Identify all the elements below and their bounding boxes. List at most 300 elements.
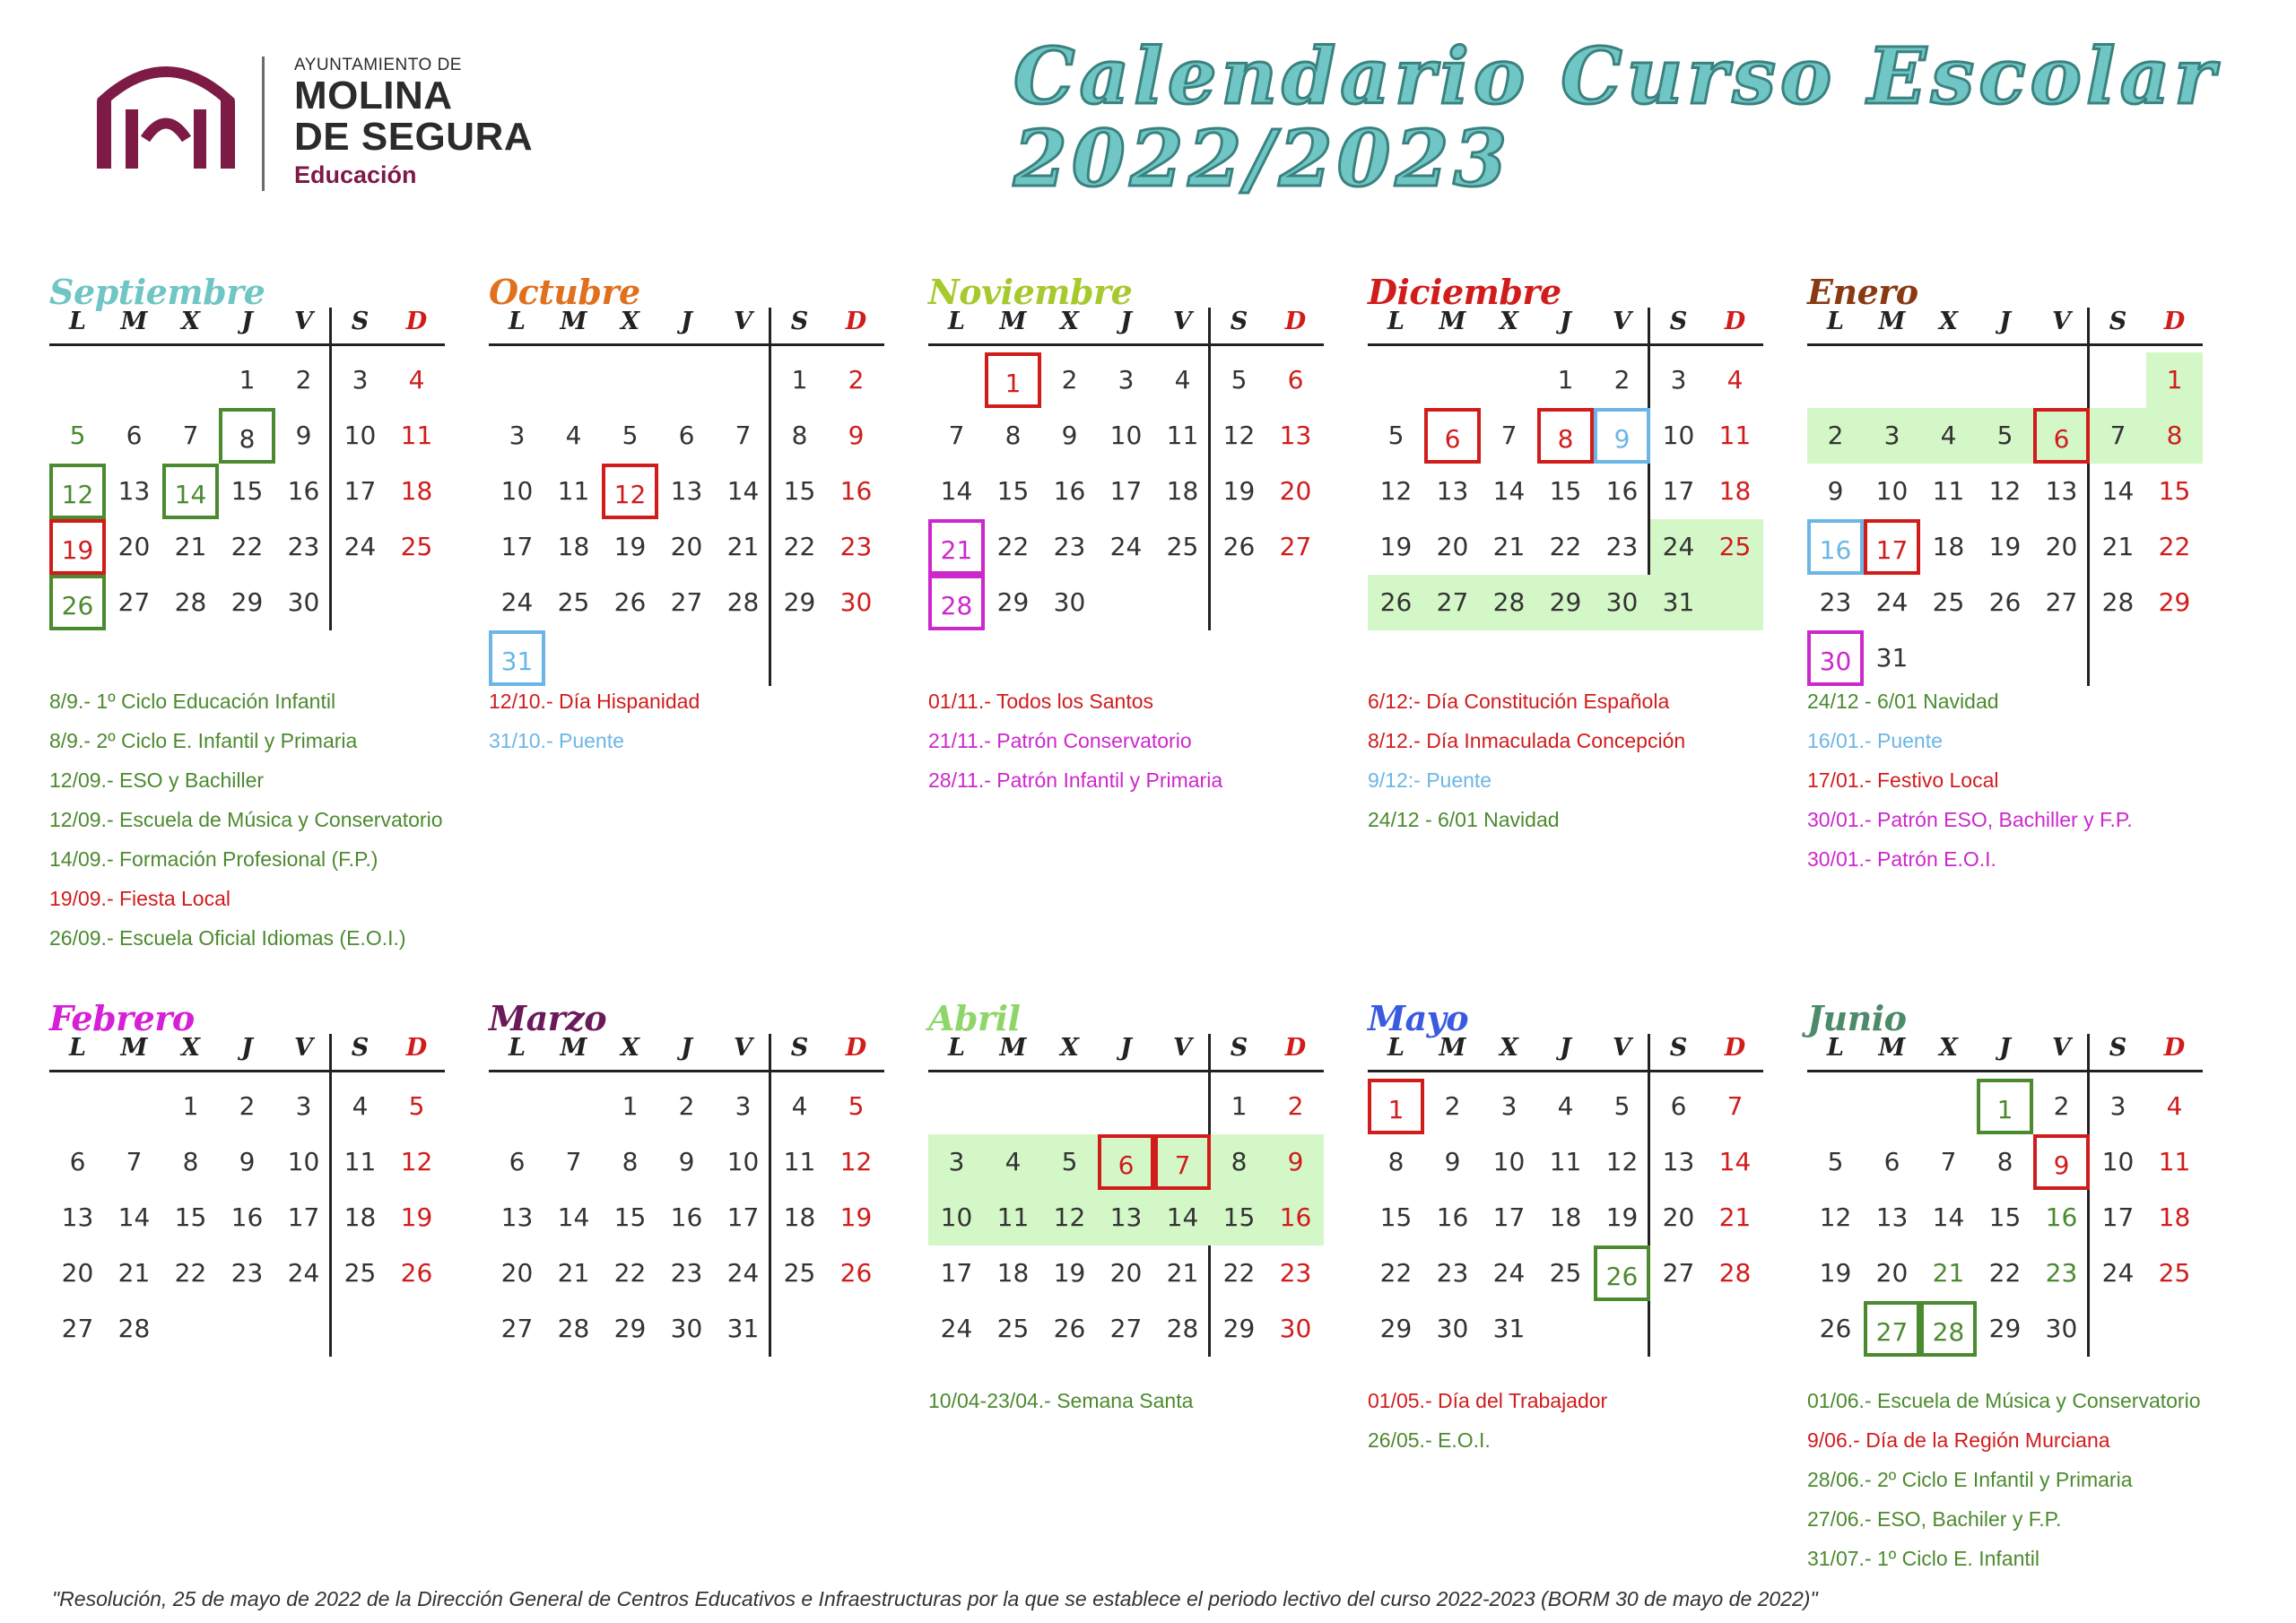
day-cell: 10 [1109, 421, 1143, 450]
title-line-2: 2022/2023 [1013, 114, 1512, 204]
weekday-header: X [621, 1034, 639, 1062]
day-cell: 15 [613, 1202, 647, 1232]
day-cell: 27 [117, 587, 151, 617]
note-line: 8/12.- Día Inmaculada Concepción [1368, 729, 1686, 752]
day-cell: 19 [49, 519, 106, 575]
weekday-header: L [948, 1034, 965, 1062]
day-cell: 6 [1424, 408, 1481, 464]
day-cell: 28 [1481, 575, 1537, 630]
shaded-empty-cell [1707, 575, 1763, 630]
logo-line-1: AYUNTAMIENTO DE [294, 56, 462, 74]
day-cell: 24 [940, 1314, 973, 1343]
weekday-header: X [1500, 308, 1518, 335]
weekday-header: S [790, 1034, 809, 1062]
weekday-header: V [1613, 1034, 1631, 1062]
day-cell: 4 [1920, 408, 1977, 464]
day-cell: 18 [783, 1202, 816, 1232]
day-cell: 4 [1174, 365, 1191, 395]
note-line: 9/06.- Día de la Región Murciana [1807, 1428, 2110, 1452]
day-cell: 3 [1670, 365, 1687, 395]
day-cell: 7 [565, 1147, 582, 1176]
day-cell: 8 [219, 408, 275, 464]
day-cell: 31 [1875, 643, 1909, 673]
day-cell: 16 [1267, 1190, 1324, 1245]
day-cell: 3 [295, 1091, 312, 1121]
day-cell: 10 [1875, 476, 1909, 506]
day-cell: 19 [613, 532, 647, 561]
weekday-header: J [241, 308, 253, 335]
weekday-header: V [294, 308, 313, 335]
day-cell: 2 [1444, 1091, 1461, 1121]
day-cell: 1 [791, 365, 808, 395]
month-notes [928, 681, 1222, 800]
day-cell: 1 [1368, 1079, 1424, 1134]
weekday-header: M [560, 1034, 587, 1062]
day-cell: 29 [613, 1314, 647, 1343]
weekday-header: D [405, 308, 428, 335]
day-cell: 19 [400, 1202, 433, 1232]
day-cell: 13 [61, 1202, 94, 1232]
day-cell: 11 [400, 421, 433, 450]
day-cell: 16 [839, 476, 873, 506]
arch-emblem-icon [90, 54, 242, 170]
day-cell: 20 [61, 1258, 94, 1288]
day-cell: 11 [1549, 1147, 1582, 1176]
weekday-header: D [1724, 308, 1746, 335]
day-cell: 16 [287, 476, 320, 506]
month-name: Abril [928, 998, 1021, 1038]
logo [90, 54, 556, 197]
day-cell: 9 [2033, 1134, 2090, 1190]
day-cell: 21 [117, 1258, 151, 1288]
weekday-header: D [405, 1034, 428, 1062]
day-cell: 27 [670, 587, 703, 617]
day-cell: 11 [1166, 421, 1199, 450]
day-cell: 17 [726, 1202, 760, 1232]
day-cell: 17 [344, 476, 377, 506]
day-cell: 25 [783, 1258, 816, 1288]
day-cell: 28 [2101, 587, 2135, 617]
weekday-header: J [241, 1034, 253, 1062]
day-cell: 15 [1379, 1202, 1413, 1232]
month-notes [1368, 681, 1685, 839]
weekday-header: V [734, 308, 752, 335]
day-cell: 9 [1267, 1134, 1324, 1190]
logo-line-2: MOLINA [294, 74, 453, 117]
day-cell: 2 [678, 1091, 695, 1121]
day-cell: 29 [783, 587, 816, 617]
weekday-header: L [1827, 308, 1844, 335]
weekday-header: S [2109, 308, 2127, 335]
day-cell: 14 [1932, 1202, 1965, 1232]
day-cell: 6 [1883, 1147, 1900, 1176]
weekday-header: M [1878, 1034, 1906, 1062]
weekday-header: S [2109, 1034, 2127, 1062]
day-cell: 28 [117, 1314, 151, 1343]
weekday-header: L [69, 308, 86, 335]
day-cell: 17 [1492, 1202, 1526, 1232]
weekday-header: J [1999, 308, 2011, 335]
day-cell: 13 [500, 1202, 534, 1232]
day-cell: 26 [1222, 532, 1256, 561]
day-cell: 17 [2101, 1202, 2135, 1232]
day-cell: 26 [1819, 1314, 1852, 1343]
note-line: 9/12:- Puente [1368, 768, 1492, 792]
day-cell: 25 [1166, 532, 1199, 561]
day-cell: 7 [735, 421, 752, 450]
day-cell: 10 [1662, 421, 1695, 450]
day-cell: 27 [1662, 1258, 1695, 1288]
day-cell: 15 [2158, 476, 2191, 506]
day-cell: 24 [726, 1258, 760, 1288]
month-name: Enero [1807, 272, 1918, 312]
day-cell: 22 [174, 1258, 207, 1288]
weekday-header: X [1500, 1034, 1518, 1062]
day-cell: 5 [1041, 1134, 1098, 1190]
day-cell: 6 [69, 1147, 86, 1176]
day-cell: 5 [1231, 365, 1248, 395]
day-cell: 27 [2045, 587, 2078, 617]
month-notes [489, 681, 700, 760]
day-cell: 30 [2045, 1314, 2078, 1343]
day-cell: 21 [726, 532, 760, 561]
note-line: 19/09.- Fiesta Local [49, 887, 231, 910]
day-cell: 22 [1222, 1258, 1256, 1288]
day-cell: 9 [295, 421, 312, 450]
day-cell: 30 [1594, 575, 1650, 630]
day-cell: 24 [500, 587, 534, 617]
day-cell: 31 [489, 630, 545, 686]
day-cell: 25 [1549, 1258, 1582, 1288]
day-cell: 6 [1670, 1091, 1687, 1121]
day-cell: 20 [1109, 1258, 1143, 1288]
day-cell: 18 [1166, 476, 1199, 506]
month-notes [1807, 1381, 2201, 1578]
day-cell: 30 [1053, 587, 1086, 617]
day-cell: 17 [1109, 476, 1143, 506]
weekday-header: L [1387, 1034, 1405, 1062]
day-cell: 6 [678, 421, 695, 450]
note-line: 01/06.- Escuela de Música y Conservatorio [1807, 1389, 2201, 1412]
day-cell: 2 [1613, 365, 1631, 395]
day-cell: 25 [400, 532, 433, 561]
header-rule [1807, 343, 2203, 346]
weekday-header: D [1284, 308, 1307, 335]
day-cell: 6 [2033, 408, 2090, 464]
day-cell: 13 [670, 476, 703, 506]
day-cell: 16 [1053, 476, 1086, 506]
day-cell: 12 [1041, 1190, 1098, 1245]
header-rule [49, 1070, 445, 1072]
day-cell: 6 [126, 421, 143, 450]
logo-divider [262, 56, 265, 191]
weekday-header: M [1439, 1034, 1466, 1062]
day-cell: 13 [1662, 1147, 1695, 1176]
day-cell: 2 [239, 1091, 256, 1121]
footer-note: "Resolución, 25 de mayo de 2022 de la Dirección General de Centros Educativos e Infraestructuras por la que se establece el periodo lectivo del curso 2022-2023 (BORM 30 de mayo de 2022)" [52, 1587, 1818, 1610]
weekday-header: X [621, 308, 639, 335]
day-cell: 15 [783, 476, 816, 506]
note-line: 14/09.- Formación Profesional (F.P.) [49, 847, 378, 871]
day-cell: 2 [1061, 365, 1078, 395]
note-line: 31/07.- 1º Ciclo E. Infantil [1807, 1547, 2039, 1570]
weekday-header: S [790, 308, 809, 335]
day-cell: 8 [622, 1147, 639, 1176]
day-cell: 21 [1166, 1258, 1199, 1288]
day-cell: 8 [1996, 1147, 2013, 1176]
day-cell: 18 [1932, 532, 1965, 561]
day-cell: 11 [557, 476, 590, 506]
weekday-header: X [1060, 1034, 1079, 1062]
day-cell: 7 [1500, 421, 1518, 450]
day-cell: 3 [735, 1091, 752, 1121]
day-cell: 5 [1977, 408, 2033, 464]
weekday-header: J [1560, 1034, 1571, 1062]
day-cell: 30 [670, 1314, 703, 1343]
day-cell: 1 [2146, 352, 2203, 408]
day-cell: 12 [1819, 1202, 1852, 1232]
note-line: 12/09.- ESO y Bachiller [49, 768, 265, 792]
day-cell: 5 [1613, 1091, 1631, 1121]
weekday-header: M [1439, 308, 1466, 335]
day-cell: 18 [1718, 476, 1752, 506]
logo-text [294, 56, 533, 189]
day-cell: 25 [557, 587, 590, 617]
month-name: Marzo [489, 998, 607, 1038]
day-cell: 18 [2158, 1202, 2191, 1232]
day-cell: 26 [613, 587, 647, 617]
day-cell: 28 [726, 587, 760, 617]
weekday-header: S [1669, 308, 1688, 335]
note-line: 16/01.- Puente [1807, 729, 1943, 752]
note-line: 30/01.- Patrón ESO, Bachiller y F.P. [1807, 808, 2133, 831]
day-cell: 24 [2101, 1258, 2135, 1288]
day-cell: 16 [1605, 476, 1639, 506]
day-cell: 7 [1154, 1134, 1211, 1190]
weekday-header: X [1939, 1034, 1958, 1062]
day-cell: 6 [1098, 1134, 1154, 1190]
day-cell: 29 [1988, 1314, 2022, 1343]
weekday-header: X [181, 1034, 200, 1062]
day-cell: 30 [1807, 630, 1864, 686]
day-cell: 20 [670, 532, 703, 561]
note-line: 8/9.- 1º Ciclo Educación Infantil [49, 690, 336, 713]
weekday-header: D [845, 1034, 867, 1062]
day-cell: 26 [1053, 1314, 1086, 1343]
day-cell: 14 [1492, 476, 1526, 506]
day-cell: 23 [287, 532, 320, 561]
weekday-header: L [509, 1034, 526, 1062]
day-cell: 11 [783, 1147, 816, 1176]
day-cell: 4 [408, 365, 425, 395]
day-cell: 12 [1605, 1147, 1639, 1176]
day-cell: 12 [839, 1147, 873, 1176]
day-cell: 4 [352, 1091, 369, 1121]
day-cell: 11 [1932, 476, 1965, 506]
day-cell: 1 [622, 1091, 639, 1121]
day-cell: 4 [985, 1134, 1041, 1190]
day-cell: 15 [996, 476, 1030, 506]
note-line: 10/04-23/04.- Semana Santa [928, 1389, 1194, 1412]
day-cell: 9 [1594, 408, 1650, 464]
day-cell: 16 [1436, 1202, 1469, 1232]
day-cell: 3 [1500, 1091, 1518, 1121]
day-cell: 13 [1875, 1202, 1909, 1232]
day-cell: 20 [1662, 1202, 1695, 1232]
weekday-header: V [734, 1034, 752, 1062]
day-cell: 27 [1109, 1314, 1143, 1343]
note-line: 28/11.- Patrón Infantil y Primaria [928, 768, 1223, 792]
day-cell: 28 [1166, 1314, 1199, 1343]
weekday-header: L [1827, 1034, 1844, 1062]
day-cell: 25 [996, 1314, 1030, 1343]
day-cell: 24 [1109, 532, 1143, 561]
weekday-header: S [1230, 1034, 1248, 1062]
weekday-header: J [1120, 308, 1132, 335]
day-cell: 22 [1988, 1258, 2022, 1288]
weekday-header: J [681, 308, 692, 335]
day-cell: 6 [509, 1147, 526, 1176]
weekday-header: D [2163, 308, 2186, 335]
day-cell: 19 [1379, 532, 1413, 561]
weekday-header: V [1173, 308, 1192, 335]
day-cell: 27 [1864, 1301, 1920, 1357]
day-cell: 18 [344, 1202, 377, 1232]
day-cell: 24 [287, 1258, 320, 1288]
weekday-header: D [1724, 1034, 1746, 1062]
day-cell: 14 [162, 464, 219, 519]
day-cell: 2 [295, 365, 312, 395]
day-cell: 31 [1492, 1314, 1526, 1343]
day-cell: 5 [848, 1091, 865, 1121]
day-cell: 14 [2101, 476, 2135, 506]
day-cell: 9 [678, 1147, 695, 1176]
day-cell: 30 [839, 587, 873, 617]
day-cell: 20 [500, 1258, 534, 1288]
day-cell: 30 [1279, 1314, 1312, 1343]
day-cell: 10 [500, 476, 534, 506]
day-cell: 11 [2158, 1147, 2191, 1176]
weekday-header: M [1878, 308, 1906, 335]
month-notes [1807, 681, 2133, 879]
day-cell: 9 [1827, 476, 1844, 506]
day-cell: 10 [726, 1147, 760, 1176]
day-cell: 14 [117, 1202, 151, 1232]
day-cell: 10 [2101, 1147, 2135, 1176]
day-cell: 8 [182, 1147, 199, 1176]
day-cell: 3 [509, 421, 526, 450]
month-name: Junio [1807, 998, 1907, 1038]
day-cell: 15 [174, 1202, 207, 1232]
month-notes [928, 1381, 1193, 1420]
day-cell: 10 [1492, 1147, 1526, 1176]
day-cell: 4 [791, 1091, 808, 1121]
day-cell: 3 [928, 1134, 985, 1190]
day-cell: 20 [1279, 476, 1312, 506]
month-name: Noviembre [928, 272, 1133, 312]
day-cell: 2 [1807, 408, 1864, 464]
day-cell: 24 [1650, 519, 1707, 575]
day-cell: 4 [2166, 1091, 2183, 1121]
day-cell: 5 [408, 1091, 425, 1121]
day-cell: 18 [1549, 1202, 1582, 1232]
day-cell: 18 [557, 532, 590, 561]
day-cell: 1 [239, 365, 256, 395]
day-cell: 18 [400, 476, 433, 506]
note-line: 27/06.- ESO, Bachiler y F.P. [1807, 1507, 2062, 1531]
weekday-header: X [181, 308, 200, 335]
day-cell: 30 [1436, 1314, 1469, 1343]
day-cell: 7 [1726, 1091, 1744, 1121]
logo-line-3: DE SEGURA [294, 115, 534, 159]
weekday-header: M [120, 1034, 148, 1062]
day-cell: 8 [1387, 1147, 1405, 1176]
day-cell: 26 [400, 1258, 433, 1288]
day-cell: 9 [1061, 421, 1078, 450]
day-cell: 12 [1379, 476, 1413, 506]
day-cell: 14 [1154, 1190, 1211, 1245]
weekday-header: L [1387, 308, 1405, 335]
note-line: 21/11.- Patrón Conservatorio [928, 729, 1192, 752]
weekday-header: X [1060, 308, 1079, 335]
weekday-header: L [948, 308, 965, 335]
day-cell: 17 [1864, 519, 1920, 575]
day-cell: 1 [1557, 365, 1574, 395]
day-cell: 13 [2045, 476, 2078, 506]
day-cell: 19 [1605, 1202, 1639, 1232]
weekday-header: D [845, 308, 867, 335]
day-cell: 2 [2053, 1091, 2070, 1121]
day-cell: 10 [344, 421, 377, 450]
weekday-header: J [1999, 1034, 2011, 1062]
day-cell: 19 [1222, 476, 1256, 506]
day-cell: 22 [996, 532, 1030, 561]
day-cell: 12 [602, 464, 658, 519]
day-cell: 2 [848, 365, 865, 395]
note-line: 8/9.- 2º Ciclo E. Infantil y Primaria [49, 729, 358, 752]
day-cell: 29 [2158, 587, 2191, 617]
month-name: Febrero [49, 998, 195, 1038]
header-rule [928, 1070, 1324, 1072]
month-name: Mayo [1368, 998, 1469, 1038]
day-cell: 19 [839, 1202, 873, 1232]
day-cell: 16 [1807, 519, 1864, 575]
day-cell: 10 [287, 1147, 320, 1176]
day-cell: 17 [500, 532, 534, 561]
weekday-header: S [1669, 1034, 1688, 1062]
day-cell: 8 [1537, 408, 1594, 464]
month-name: Octubre [489, 272, 640, 312]
day-cell: 15 [1211, 1190, 1267, 1245]
day-cell: 21 [2101, 532, 2135, 561]
month-name: Septiembre [49, 272, 265, 312]
day-cell: 14 [1718, 1147, 1752, 1176]
day-cell: 27 [61, 1314, 94, 1343]
note-line: 26/09.- Escuela Oficial Idiomas (E.O.I.) [49, 926, 406, 950]
day-cell: 21 [1492, 532, 1526, 561]
day-cell: 9 [239, 1147, 256, 1176]
weekday-header: S [351, 308, 370, 335]
day-cell: 20 [1875, 1258, 1909, 1288]
note-line: 24/12 - 6/01 Navidad [1368, 808, 1560, 831]
note-line: 24/12 - 6/01 Navidad [1807, 690, 1999, 713]
day-cell: 3 [1118, 365, 1135, 395]
day-cell: 23 [2045, 1258, 2078, 1288]
header-rule [49, 343, 445, 346]
note-line: 6/12:- Día Constitución Española [1368, 690, 1670, 713]
day-cell: 19 [1053, 1258, 1086, 1288]
logo-line-4: Educación [294, 161, 417, 188]
